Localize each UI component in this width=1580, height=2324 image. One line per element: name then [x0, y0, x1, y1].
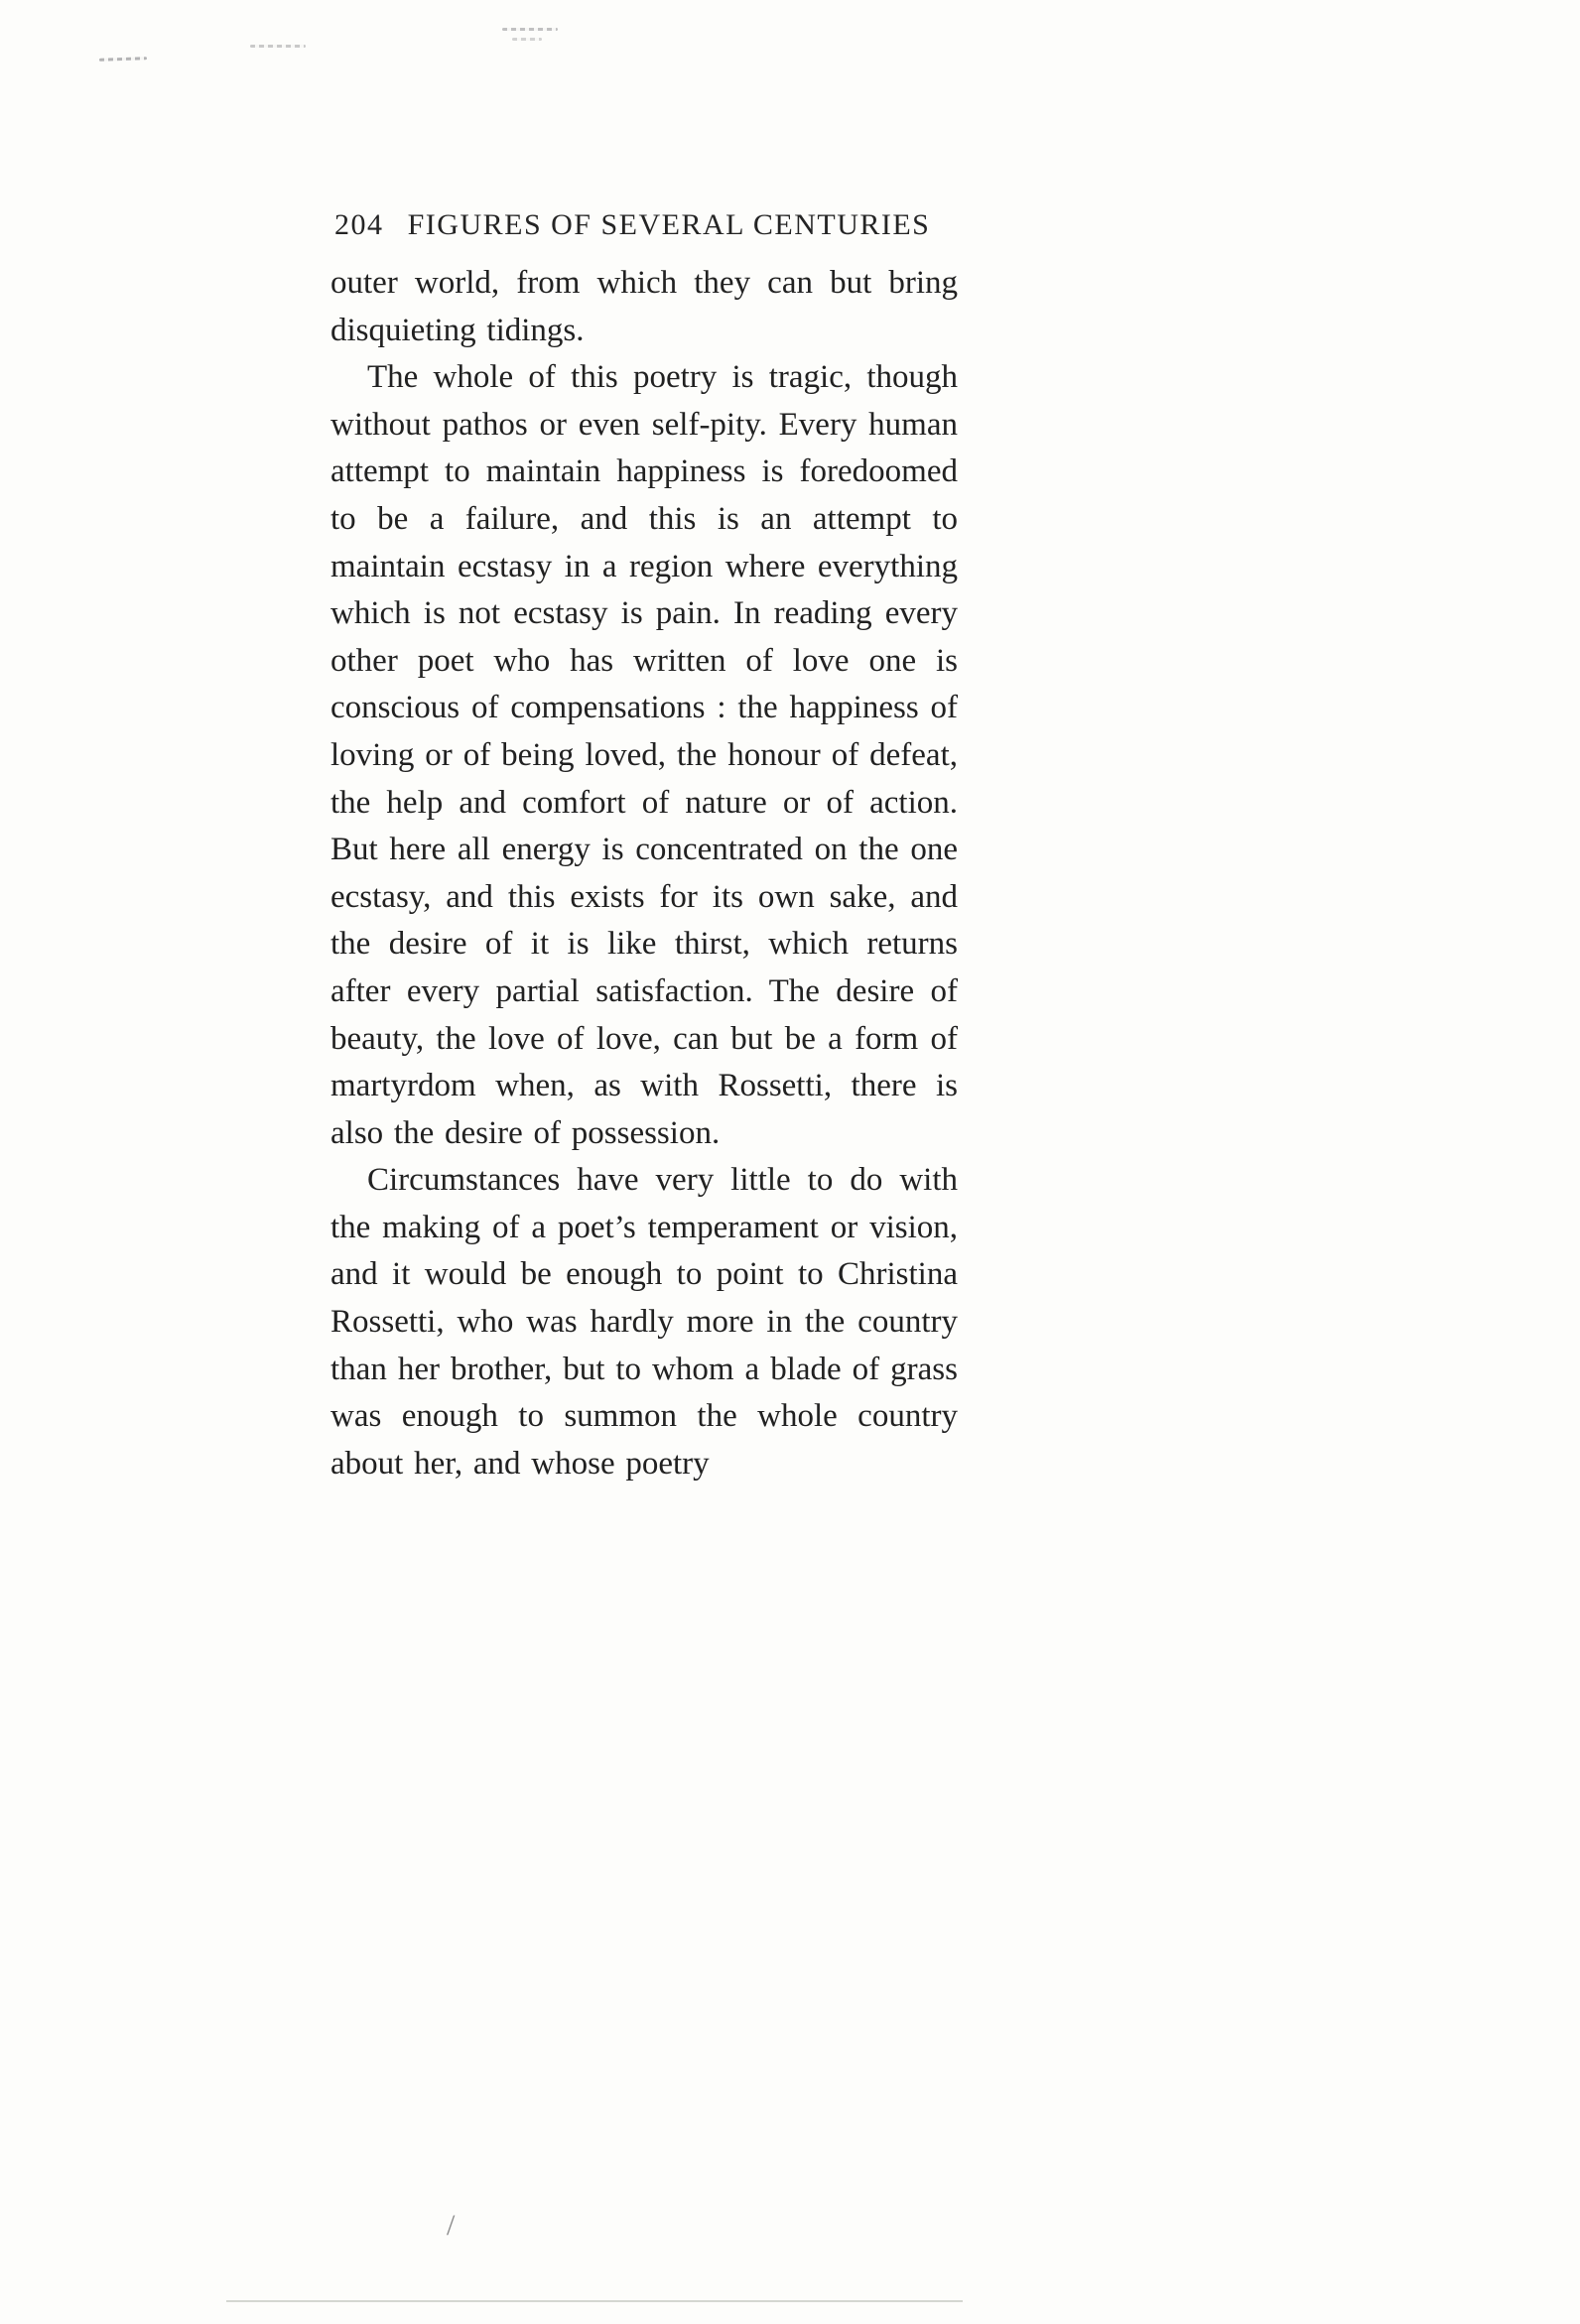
scan-smudge	[99, 57, 147, 62]
scan-slash-mark: /	[447, 2209, 456, 2242]
scan-smudge	[502, 28, 558, 31]
paragraph: Circumstances have very little to do with the making of a poet’s temperament or vision, and it would be enough to point to Christina Rossetti, who was hardly more in the country than her brother, but to whom a blade of grass was enough to summon the whole country about her, and whose poetry	[330, 1162, 958, 1482]
page-number: 204	[334, 208, 384, 241]
scan-smudge	[512, 38, 542, 41]
paragraph: The whole of this poetry is tragic, though without pathos or even self-pity. Every human attempt to maintain happiness is foredoomed to be a failure, and this is an attempt to maintain ecstasy in a region where everything which is not ecstasy is pain. In reading every other poet who has written of love one is conscious of compensations : the happiness of loving or of being loved, the honour of defeat, the help and comfort of nature or of action. But here all energy is concentrated on the one ecstasy, and this exists for its own sake, and the desire of it is like thirst, which returns after every partial satisfaction. The desire of beauty, the love of love, can but be a form of martyrdom when, as with Rossetti, there is also the desire of possession.	[330, 359, 958, 1151]
scan-smudge	[250, 45, 306, 48]
running-header	[332, 208, 960, 250]
body-text-block	[330, 260, 958, 1487]
scan-edge-line	[226, 2300, 963, 2302]
running-title: FIGURES OF SEVERAL CENTURIES	[407, 208, 931, 241]
paragraph-continuation: outer world, from which they can but bring disquieting tidings.	[330, 265, 958, 348]
